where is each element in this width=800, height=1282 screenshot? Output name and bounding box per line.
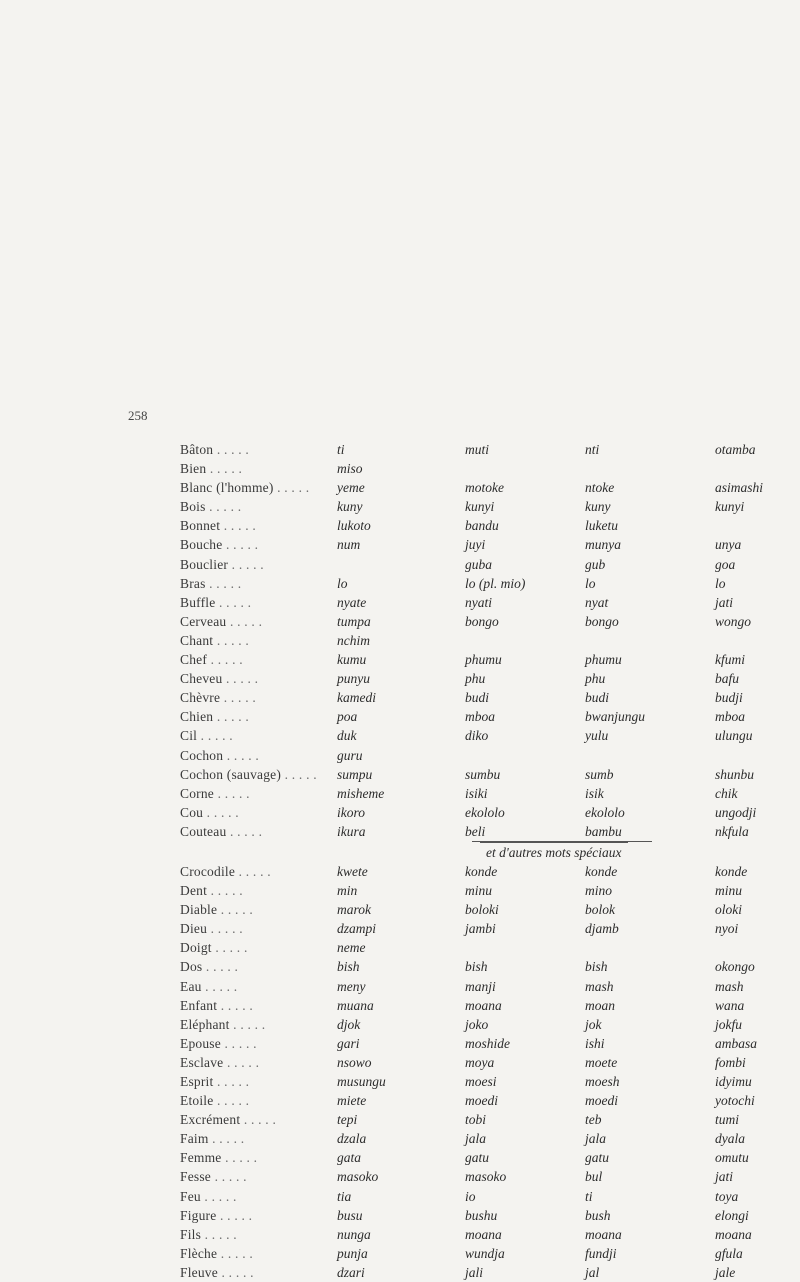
leader-dots: . . . . . <box>217 997 253 1013</box>
translation-c2: jali <box>465 1264 484 1280</box>
table-row <box>180 996 800 1015</box>
french-word: Dieu . . . . . <box>180 921 243 937</box>
translation-c4: ulungu <box>715 728 753 744</box>
translation-c1: busu <box>337 1207 363 1223</box>
translation-c1: num <box>337 537 361 553</box>
translation-c1: neme <box>337 940 366 956</box>
translation-c1: miete <box>337 1093 367 1109</box>
translation-c1: masoko <box>337 1169 379 1185</box>
translation-c1: kuny <box>337 499 363 515</box>
translation-c4: wana <box>715 997 745 1013</box>
translation-c4: mboa <box>715 709 745 725</box>
translation-c1: dzari <box>337 1264 365 1280</box>
table-row <box>180 900 800 919</box>
french-word: Faim . . . . . <box>180 1131 245 1147</box>
translation-c1: nchim <box>337 632 370 648</box>
translation-c4: otamba <box>715 442 756 457</box>
french-word: Couteau . . . . . <box>180 823 263 839</box>
translation-c3: moan <box>585 997 615 1013</box>
table-row <box>180 746 800 765</box>
leader-dots: . . . . . <box>220 1035 257 1051</box>
translation-c3: bul <box>585 1169 603 1185</box>
translation-c2: phumu <box>465 652 502 668</box>
translation-c4: kunyi <box>715 499 745 515</box>
table-row <box>180 669 800 688</box>
table-row <box>180 803 800 822</box>
translation-c3: bongo <box>585 613 619 629</box>
leader-dots: . . . . . <box>240 1112 277 1128</box>
table-row <box>180 593 800 612</box>
translation-c3: budi <box>585 690 610 706</box>
translation-c1: sumpu <box>337 766 373 782</box>
french-word: Bouche . . . . . <box>180 537 259 553</box>
translation-c2: moana <box>465 997 502 1013</box>
translation-c1: duk <box>337 728 357 744</box>
translation-c2: boloki <box>465 902 499 918</box>
french-word: Flèche . . . . . <box>180 1245 253 1261</box>
translation-c4: okongo <box>715 959 755 975</box>
leader-dots: . . . . . <box>217 1245 253 1261</box>
leader-dots: . . . . . <box>213 1093 250 1109</box>
french-word: Bois . . . . . <box>180 499 242 515</box>
translation-c4: unya <box>715 537 742 553</box>
french-word: Eléphant . . . . . <box>180 1016 266 1032</box>
translation-c2: konde <box>465 863 498 879</box>
translation-c1: poa <box>337 709 358 725</box>
translation-c3: bambu <box>585 823 622 839</box>
translation-c2: joko <box>465 1016 489 1032</box>
leader-dots: . . . . . <box>216 1207 253 1223</box>
table-row <box>180 707 800 726</box>
leader-dots: . . . . . <box>206 461 243 477</box>
table-row <box>180 765 800 784</box>
french-word: Doigt . . . . . <box>180 940 248 956</box>
translation-c3: bush <box>585 1207 611 1223</box>
translation-c4: gfula <box>715 1245 743 1261</box>
translation-c4: wongo <box>715 613 752 629</box>
translation-c2: nyati <box>465 594 492 610</box>
translation-c3: luketu <box>585 518 618 534</box>
french-word: Dos . . . . . <box>180 959 239 975</box>
translation-c2: bushu <box>465 1207 498 1223</box>
translation-c3: jal <box>585 1264 600 1280</box>
table-row <box>180 977 800 996</box>
translation-c3: moedi <box>585 1093 618 1109</box>
translation-c1: punyu <box>337 671 370 687</box>
translation-c1: misheme <box>337 785 385 801</box>
table-row <box>180 1167 800 1186</box>
french-word: Cerveau . . . . . <box>180 613 263 629</box>
translation-c2: bish <box>465 959 488 975</box>
french-word: Diable . . . . . <box>180 902 253 918</box>
french-word: Feu . . . . . <box>180 1188 237 1204</box>
translation-c2: budi <box>465 690 490 706</box>
translation-c4: tumi <box>715 1112 740 1128</box>
table-row <box>180 1129 800 1148</box>
page-number: 258 <box>128 408 148 423</box>
translation-c1: musungu <box>337 1074 386 1089</box>
translation-c4: oloki <box>715 902 742 918</box>
translation-c3: mash <box>585 978 614 994</box>
leader-dots: . . . . . <box>226 823 263 839</box>
translation-c3: fundji <box>585 1245 617 1261</box>
translation-c1: tepi <box>337 1112 358 1128</box>
translation-c1: djok <box>337 1016 361 1032</box>
leader-dots: . . . . . <box>208 1131 245 1147</box>
leader-dots: . . . . . <box>220 690 256 706</box>
french-word: Chant . . . . . <box>180 632 249 648</box>
translation-c1: tia <box>337 1188 352 1204</box>
translation-c1: yeme <box>337 480 365 496</box>
leader-dots: . . . . . <box>220 518 256 534</box>
translation-c3: teb <box>585 1112 602 1128</box>
translation-c1: kamedi <box>337 690 376 706</box>
leader-dots: . . . . . <box>222 537 259 553</box>
translation-c2: moshide <box>465 1035 510 1051</box>
translation-c4: minu <box>715 883 742 899</box>
translation-c4: chik <box>715 785 738 801</box>
translation-c3: mino <box>585 883 612 899</box>
table-row <box>180 726 800 745</box>
translation-c2: io <box>465 1188 476 1204</box>
translation-c1: marok <box>337 902 371 918</box>
leader-dots: . . . . . <box>202 959 239 975</box>
leader-dots: . . . . . <box>211 940 248 956</box>
translation-c2: sumbu <box>465 766 501 782</box>
vocabulary-block-a <box>180 440 800 841</box>
translation-c4: jati <box>715 594 734 610</box>
translation-c2: jambi <box>465 921 496 937</box>
leader-dots: . . . . . <box>201 978 238 994</box>
translation-c3: moana <box>585 1226 622 1242</box>
translation-c3: jala <box>585 1131 607 1147</box>
table-row <box>180 650 800 669</box>
french-word: Dent . . . . . <box>180 883 243 899</box>
french-word: Blanc (l'homme) . . . . . <box>180 480 310 496</box>
table-row <box>180 440 800 459</box>
translation-c3: ekololo <box>585 804 625 820</box>
translation-c1: kwete <box>337 863 368 879</box>
leader-dots: . . . . . <box>214 785 250 801</box>
french-word: Fesse . . . . . <box>180 1169 247 1185</box>
translation-c1: bish <box>337 959 360 975</box>
french-word: Fils . . . . . <box>180 1226 237 1242</box>
translation-c2: masoko <box>465 1169 507 1185</box>
table-row <box>180 862 800 881</box>
translation-c3: ntoke <box>585 480 615 496</box>
translation-c3: yulu <box>585 728 609 744</box>
translation-c1: miso <box>337 461 363 477</box>
leader-dots: . . . . . <box>223 747 259 763</box>
translation-c4: jale <box>715 1264 736 1280</box>
french-word: Esprit . . . . . <box>180 1074 250 1089</box>
table-row <box>180 497 800 516</box>
leader-dots: . . . . . <box>201 1226 237 1242</box>
translation-c2: gatu <box>465 1150 490 1166</box>
vocabulary-block-b <box>180 862 800 1282</box>
translation-c3: bwanjungu <box>585 709 646 725</box>
table-row <box>180 516 800 535</box>
translation-c2: lo (pl. mio) <box>465 575 526 591</box>
french-word: Enfant . . . . . <box>180 997 253 1013</box>
leader-dots: . . . . . <box>205 499 242 515</box>
table-row <box>180 555 800 574</box>
translation-c1: gata <box>337 1150 362 1166</box>
translation-c2: motoke <box>465 480 504 496</box>
translation-c4: lo <box>715 575 726 591</box>
vocabulary-table <box>180 440 800 1282</box>
translation-c1: nyate <box>337 594 367 610</box>
french-word: Bras . . . . . <box>180 575 242 591</box>
leader-dots: . . . . . <box>229 1016 266 1032</box>
table-row <box>180 1015 800 1034</box>
french-word: Figure . . . . . <box>180 1207 253 1223</box>
french-word: Epouse . . . . . <box>180 1035 257 1051</box>
french-word: Fleuve . . . . . <box>180 1264 254 1280</box>
translation-c2: ekololo <box>465 804 505 820</box>
table-row <box>180 784 800 803</box>
table-row <box>180 1110 800 1129</box>
leader-dots: . . . . . <box>273 480 310 496</box>
translation-c4: jokfu <box>715 1016 742 1032</box>
translation-c2: juyi <box>465 537 486 553</box>
translation-c1: nsowo <box>337 1054 372 1070</box>
french-word: Cochon . . . . . <box>180 747 259 763</box>
translation-c1: lukoto <box>337 518 371 534</box>
translation-c1: kumu <box>337 652 367 668</box>
note-text: et d'autres mots spéciaux <box>480 842 628 862</box>
french-word: Bien . . . . . <box>180 461 243 477</box>
translation-c1: meny <box>337 978 366 994</box>
table-row <box>180 1225 800 1244</box>
translation-c2: jala <box>465 1131 487 1147</box>
translation-c4: nkfula <box>715 823 749 839</box>
french-word: Femme . . . . . <box>180 1150 258 1166</box>
translation-c4: konde <box>715 863 748 879</box>
table-row <box>180 1206 800 1225</box>
leader-dots: . . . . . <box>207 921 243 937</box>
french-word: Buffle . . . . . <box>180 594 252 610</box>
leader-dots: . . . . . <box>221 1150 258 1166</box>
french-word: Cochon (sauvage) . . . . . <box>180 766 317 782</box>
translation-c3: jok <box>585 1016 602 1032</box>
translation-c4: asimashi <box>715 480 764 496</box>
translation-c2: tobi <box>465 1112 487 1128</box>
french-word: Bouclier . . . . . <box>180 556 264 572</box>
translation-c3: bolok <box>585 902 615 918</box>
translation-c1: gari <box>337 1035 360 1051</box>
translation-c3: bish <box>585 959 608 975</box>
translation-c3: munya <box>585 537 621 553</box>
translation-c4: idyimu <box>715 1074 752 1089</box>
translation-c4: omutu <box>715 1150 749 1166</box>
translation-c2: phu <box>465 671 486 687</box>
translation-c1: dzala <box>337 1131 367 1147</box>
translation-c2: muti <box>465 442 490 457</box>
french-word: Chef . . . . . <box>180 652 243 668</box>
translation-c1: dzampi <box>337 921 377 937</box>
note-row <box>180 841 800 862</box>
leader-dots: . . . . . <box>217 1264 254 1280</box>
translation-c2: moesi <box>465 1074 497 1089</box>
translation-c3: gatu <box>585 1150 610 1166</box>
translation-c1: ikoro <box>337 804 365 820</box>
french-word: Crocodile . . . . . <box>180 863 271 879</box>
french-word: Chien . . . . . <box>180 709 249 725</box>
table-row <box>180 1091 800 1110</box>
translation-c2: bandu <box>465 518 499 534</box>
translation-c2: diko <box>465 728 489 744</box>
translation-c4: yotochi <box>715 1093 755 1109</box>
translation-c3: gub <box>585 556 606 572</box>
translation-c2: isiki <box>465 785 488 801</box>
table-row <box>180 1072 800 1091</box>
translation-c4: moana <box>715 1226 752 1242</box>
translation-c4: ungodji <box>715 804 757 820</box>
table-row <box>180 957 800 976</box>
translation-c3: ti <box>585 1188 593 1204</box>
french-word: Cou . . . . . <box>180 804 239 820</box>
leader-dots: . . . . . <box>211 1169 247 1185</box>
table-row <box>180 459 800 478</box>
translation-c2: kunyi <box>465 499 495 515</box>
leader-dots: . . . . . <box>213 442 249 457</box>
translation-c3: nti <box>585 442 600 457</box>
translation-c4: fombi <box>715 1054 746 1070</box>
leader-dots: . . . . . <box>281 766 317 782</box>
table-row <box>180 919 800 938</box>
leader-dots: . . . . . <box>222 671 259 687</box>
translation-c2: wundja <box>465 1245 505 1261</box>
translation-c1: punja <box>337 1245 368 1261</box>
translation-c4: toya <box>715 1188 739 1204</box>
translation-c4: budji <box>715 690 743 706</box>
translation-c4: dyala <box>715 1131 745 1147</box>
french-word: Corne . . . . . <box>180 785 250 801</box>
translation-c3: sumb <box>585 766 614 782</box>
table-row <box>180 938 800 957</box>
french-word: Cil . . . . . <box>180 728 233 744</box>
leader-dots: . . . . . <box>223 1054 260 1070</box>
french-word: Bonnet . . . . . <box>180 518 256 534</box>
french-word: Eau . . . . . <box>180 978 238 994</box>
table-row <box>180 881 800 900</box>
table-row <box>180 822 800 841</box>
french-word: Chèvre . . . . . <box>180 690 256 706</box>
translation-c3: isik <box>585 785 604 801</box>
french-word: Esclave . . . . . <box>180 1054 260 1070</box>
translation-c3: moesh <box>585 1074 620 1089</box>
translation-c2: minu <box>465 883 492 899</box>
translation-c2: manji <box>465 978 496 994</box>
translation-c1: guru <box>337 747 363 763</box>
french-word: Cheveu . . . . . <box>180 671 259 687</box>
french-word: Bâton . . . . . <box>180 442 249 457</box>
leader-dots: . . . . . <box>213 632 249 648</box>
translation-c3: phu <box>585 671 606 687</box>
translation-c3: nyat <box>585 594 609 610</box>
translation-c1: tumpa <box>337 613 371 629</box>
table-row <box>180 1244 800 1263</box>
translation-c1: ti <box>337 442 345 457</box>
translation-c1: muana <box>337 997 374 1013</box>
translation-c3: lo <box>585 575 596 591</box>
translation-c1: lo <box>337 575 348 591</box>
table-row <box>180 574 800 593</box>
table-row <box>180 612 800 631</box>
leader-dots: . . . . . <box>205 575 242 591</box>
translation-c4: elongi <box>715 1207 749 1223</box>
leader-dots: . . . . . <box>228 556 264 572</box>
translation-c3: kuny <box>585 499 611 515</box>
table-row <box>180 688 800 707</box>
translation-c2: moedi <box>465 1093 498 1109</box>
translation-c2: beli <box>465 823 486 839</box>
leader-dots: . . . . . <box>213 709 249 725</box>
translation-c3: djamb <box>585 921 619 937</box>
leader-dots: . . . . . <box>200 1188 237 1204</box>
translation-c4: shunbu <box>715 766 755 782</box>
translation-c2: mboa <box>465 709 495 725</box>
leader-dots: . . . . . <box>207 652 243 668</box>
table-row <box>180 1263 800 1282</box>
translation-c1: nunga <box>337 1226 371 1242</box>
translation-c3: phumu <box>585 652 622 668</box>
leader-dots: . . . . . <box>215 594 252 610</box>
table-row <box>180 1187 800 1206</box>
table-row <box>180 478 800 497</box>
table-row <box>180 535 800 554</box>
leader-dots: . . . . . <box>226 613 263 629</box>
leader-dots: . . . . . <box>235 863 271 879</box>
translation-c1: min <box>337 883 358 899</box>
translation-c3: ishi <box>585 1035 605 1051</box>
translation-c4: kfumi <box>715 652 745 668</box>
translation-c2: moya <box>465 1054 495 1070</box>
translation-c4: ambasa <box>715 1035 758 1051</box>
leader-dots: . . . . . <box>213 1074 250 1089</box>
translation-c2: guba <box>465 556 492 572</box>
translation-c3: konde <box>585 863 618 879</box>
translation-c4: goa <box>715 556 736 572</box>
french-word: Etoile . . . . . <box>180 1093 250 1109</box>
translation-c3: moete <box>585 1054 618 1070</box>
table-row <box>180 1034 800 1053</box>
leader-dots: . . . . . <box>203 804 239 820</box>
leader-dots: . . . . . <box>207 883 243 899</box>
leader-dots: . . . . . <box>217 902 253 918</box>
translation-c2: moana <box>465 1226 502 1242</box>
translation-c4: nyoi <box>715 921 739 937</box>
french-word: Excrément . . . . . <box>180 1112 277 1128</box>
translation-c4: mash <box>715 978 744 994</box>
table-row <box>180 631 800 650</box>
table-row <box>180 1053 800 1072</box>
translation-c1: ikura <box>337 823 366 839</box>
translation-c2: bongo <box>465 613 499 629</box>
translation-c4: jati <box>715 1169 734 1185</box>
translation-c4: bafu <box>715 671 740 687</box>
leader-dots: . . . . . <box>197 728 233 744</box>
